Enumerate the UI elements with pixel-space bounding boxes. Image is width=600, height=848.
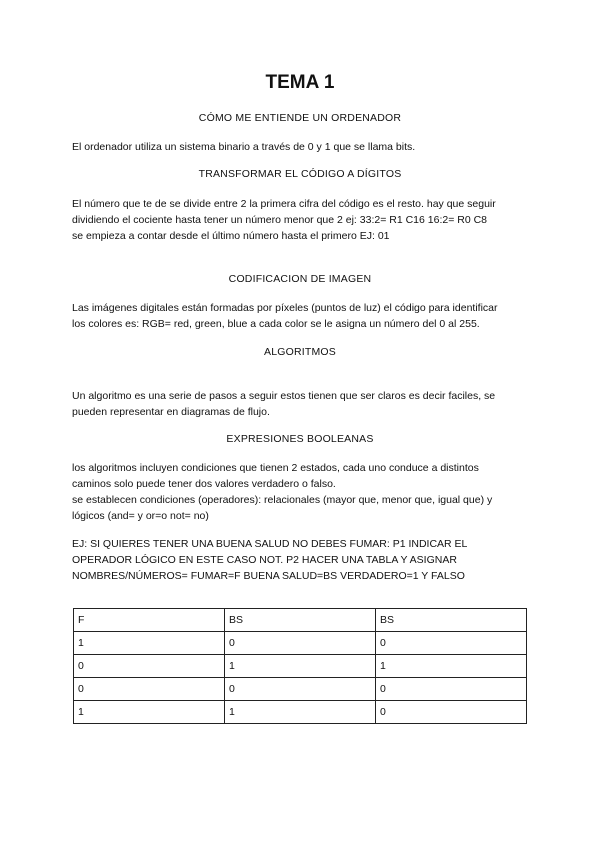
section-text-algoritmos: Un algoritmo es una serie de pasos a seguir estos tienen que ser claros es decir faciles, se pueden representar en diagramas de flujo. — [72, 390, 496, 418]
table-cell: 0 — [376, 701, 527, 724]
table-row — [74, 701, 527, 724]
table-cell: 1 — [225, 701, 376, 724]
example-text: EJ: SI QUIERES TENER UNA BUENA SALUD NO DEBES FUMAR: P1 INDICAR EL OPERADOR LÓGICO EN ESTE CASO NOT. P2 HACER UNA TABLA Y ASIGNAR NOMBRES/NÚMEROS= FUMAR=F BUENA SALUD=BS VERDADERO=1 Y FALSO — [72, 538, 468, 582]
table-header-cell: BS — [376, 609, 527, 632]
table-row — [74, 678, 527, 701]
table-cell: 0 — [74, 655, 225, 678]
page-title: TEMA 1 — [265, 72, 335, 93]
section-heading-booleanas: EXPRESIONES BOOLEANAS — [226, 433, 374, 445]
section-heading-codigo: TRANSFORMAR EL CÓDIGO A DÍGITOS — [198, 168, 402, 180]
section-heading-ordenador: CÓMO ME ENTIENDE UN ORDENADOR — [198, 112, 402, 124]
table-cell: 0 — [225, 632, 376, 655]
section-text-booleanas: los algoritmos incluyen condiciones que tienen 2 estados, cada uno conduce a distintos caminos solo puede tener dos valores verdadero o falso. se establecen condiciones (operadores): relacionales (mayor que, menor que, igual que) y lógicos (and= y or=o not= no) — [72, 462, 493, 522]
table-cell: 0 — [225, 678, 376, 701]
section-text-codigo: El número que te de se divide entre 2 la primera cifra del código es el resto. hay que seguir dividiendo el cociente hasta tener un número menor que 2 ej: 33:2= R1 C16 16:2= R0 C8 se empieza a contar desde el último número hasta el primero EJ: 01 — [72, 198, 496, 242]
table-header-cell: F — [74, 609, 225, 632]
table-row — [74, 632, 527, 655]
table-cell: 1 — [225, 655, 376, 678]
table-cell: 1 — [74, 701, 225, 724]
table-row — [74, 655, 527, 678]
table-cell: 0 — [376, 678, 527, 701]
section-text-ordenador: El ordenador utiliza un sistema binario a través de 0 y 1 que se llama bits. — [72, 141, 416, 153]
table-cell: 0 — [74, 678, 225, 701]
table-cell: 1 — [74, 632, 225, 655]
table-header-row — [74, 609, 527, 632]
table-cell: 0 — [376, 632, 527, 655]
section-text-imagen: Las imágenes digitales están formadas por píxeles (puntos de luz) el código para identificar los colores es: RGB= red, green, blue a cada color se le asigna un número del 0 al 255. — [72, 302, 498, 330]
table-cell: 1 — [376, 655, 527, 678]
section-heading-imagen: CODIFICACION DE IMAGEN — [228, 273, 372, 285]
section-heading-algoritmos: ALGORITMOS — [263, 346, 336, 358]
table-header-cell: BS — [225, 609, 376, 632]
truth-table — [73, 608, 527, 724]
